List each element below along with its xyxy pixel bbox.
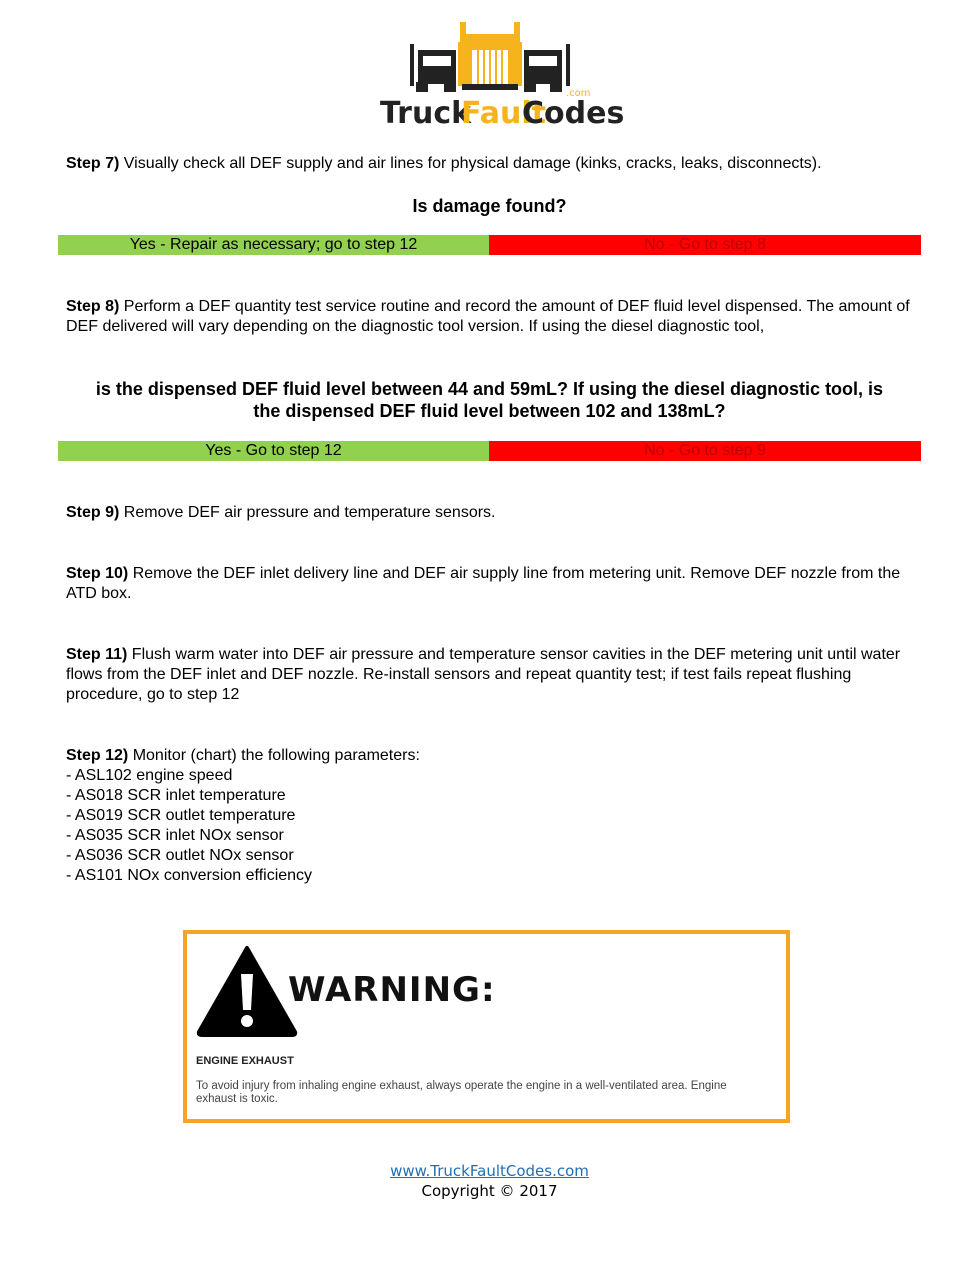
- step-9-paragraph: [66, 503, 916, 523]
- step-8-question-line-1: is the dispensed DEF fluid level between 44 and 59mL? If using the diesel diagnostic tool, is: [95, 379, 884, 399]
- list-item: - AS035 SCR inlet NOx sensor: [66, 827, 284, 844]
- logo-text-truck: Truck: [380, 96, 472, 131]
- step-10-text: Remove the DEF inlet delivery line and DEF air supply line from metering unit. Remove DEF nozzle from the ATD box.: [66, 565, 901, 602]
- step-9-text: Remove DEF air pressure and temperature sensors.: [119, 504, 496, 521]
- step-7-yes-option[interactable]: Yes - Repair as necessary; go to step 12: [58, 235, 489, 255]
- warning-text: To avoid injury from inhaling engine exhaust, always operate the engine in a well-ventilated area. Engine exhaust is toxic.: [196, 1080, 727, 1105]
- step-11-paragraph: [66, 645, 916, 705]
- step-7-no-option[interactable]: No - Go to step 8: [489, 235, 921, 255]
- warning-title: WARNING:: [288, 970, 496, 1010]
- footer: [0, 1161, 979, 1201]
- truckfaultcodes-logo: [378, 20, 625, 131]
- step-8-text: Perform a DEF quantity test service routine and record the amount of DEF fluid level dispensed. The amount of DEF delivered will vary depending on the diagnostic tool version. If using the diesel diagnostic tool,: [66, 298, 910, 335]
- step-11-label: Step 11): [66, 646, 128, 663]
- step-10-label: Step 10): [66, 565, 129, 582]
- step-8-label: Step 8): [66, 298, 120, 315]
- logo-text-codes: Codes: [522, 96, 625, 131]
- parameter-list: [66, 766, 916, 886]
- step-8-question-line-2: the dispensed DEF fluid level between 102 and 138mL?: [253, 401, 726, 421]
- step-8-question: [58, 378, 921, 422]
- truck-logo-icon: [378, 20, 625, 131]
- warning-triangle-icon: [195, 944, 299, 1038]
- warning-heading: ENGINE EXHAUST: [196, 1055, 294, 1067]
- list-item: - AS018 SCR inlet temperature: [66, 787, 286, 804]
- step-9-label: Step 9): [66, 504, 120, 521]
- step-7-text: Visually check all DEF supply and air lines for physical damage (kinks, cracks, leaks, disconnects).: [119, 155, 822, 172]
- step-7-label: Step 7): [66, 155, 120, 172]
- step-12-label: Step 12): [66, 747, 129, 764]
- step-8-no-option[interactable]: No - Go to step 9: [489, 441, 921, 461]
- step-8-paragraph: [66, 297, 916, 337]
- list-item: - AS036 SCR outlet NOx sensor: [66, 847, 294, 864]
- step-10-paragraph: [66, 564, 916, 604]
- logo-text-fault: Fault: [461, 96, 546, 131]
- footer-link[interactable]: www.TruckFaultCodes.com: [390, 1162, 589, 1180]
- step-7-question: Is damage found?: [412, 196, 567, 216]
- step-12-paragraph: [66, 746, 916, 886]
- list-item: - AS019 SCR outlet temperature: [66, 807, 296, 824]
- step-8-yes-option[interactable]: Yes - Go to step 12: [58, 441, 489, 461]
- warning-box: [183, 930, 790, 1123]
- step-12-text: Monitor (chart) the following parameters:: [128, 747, 420, 764]
- footer-copyright: Copyright © 2017: [421, 1182, 558, 1200]
- step-7-paragraph: [66, 154, 916, 174]
- step-7-answer-bar: [58, 235, 921, 255]
- list-item: - AS101 NOx conversion efficiency: [66, 867, 313, 884]
- step-8-answer-bar: [58, 441, 921, 461]
- step-11-text: Flush warm water into DEF air pressure and temperature sensor cavities in the DEF metering unit until water flows from the DEF inlet and DEF nozzle. Re-install sensors and repeat quantity test; if test fails repeat flushing procedure, go to step 12: [66, 646, 901, 703]
- list-item: - ASL102 engine speed: [66, 767, 233, 784]
- logo-text-com: .com: [566, 88, 591, 99]
